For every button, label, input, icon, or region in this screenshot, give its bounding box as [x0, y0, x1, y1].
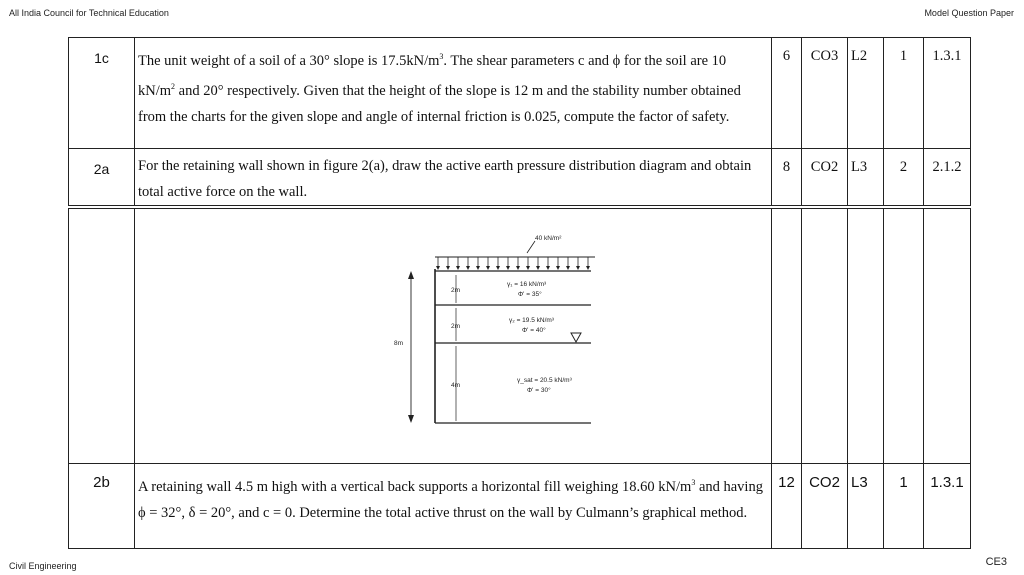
footer-page-code: CE3 — [985, 556, 1007, 568]
course-outcome-cell: CO3 — [802, 38, 848, 149]
question-table-top — [68, 37, 971, 206]
footer-department: Civil Engineering — [9, 561, 77, 571]
pi-code-cell: 1.3.1 — [924, 464, 971, 549]
surcharge-arrowheads — [436, 266, 590, 270]
surcharge-pointer — [527, 241, 535, 253]
level-cell: L2 — [848, 38, 884, 149]
question-table-bottom — [68, 208, 971, 549]
question-text: For the retaining wall shown in figure 2(a), draw the active earth pressure distribution diagram and obtain total active force on the wall. — [135, 149, 772, 206]
layer-1-thickness: 2m — [451, 287, 461, 294]
layer-1-friction-angle: Φ' = 35° — [518, 291, 542, 298]
dim-arrow-bottom-icon — [408, 415, 414, 423]
layer-2-friction-angle: Φ' = 40° — [522, 327, 546, 334]
question-number: 1c — [69, 38, 135, 149]
level-cell: L3 — [848, 149, 884, 206]
marks-cell: 6 — [772, 38, 802, 149]
po-cell: 1 — [884, 464, 924, 549]
question-text: A retaining wall 4.5 m high with a vertical back supports a horizontal fill weighing 18.60 $kN/m^3$ and having ϕ = 32°, δ = 20°, and c = 0. Determine the total active thrust on the wall by Culmann’s graphical method. — [135, 464, 772, 549]
question-row-2b — [69, 464, 971, 549]
header-doc-type: Model Question Paper — [924, 8, 1014, 18]
figure-row — [69, 209, 971, 464]
question-text: The unit weight of a soil of a 30° slope is $17.5kN/m^3$. The shear parameters c and ϕ for the soil are 10 $kN/m^2$ and 20° respectively. Given that the height of the slope is 12 m and the stability number obtained from the charts for the given slope and angle of internal friction is 0.025, compute the factor of safety. — [135, 38, 772, 149]
question-number: 2a — [69, 149, 135, 206]
pi-code-cell: 2.1.2 — [924, 149, 971, 206]
level-cell: L3 — [848, 464, 884, 549]
surcharge-label: 40 kN/m² — [535, 235, 562, 242]
total-height-label: 8m — [393, 340, 403, 347]
marks-cell: 8 — [772, 149, 802, 206]
question-number: 2b — [69, 464, 135, 549]
surcharge-arrows — [438, 257, 588, 267]
course-outcome-cell: CO2 — [802, 149, 848, 206]
layer-3-unit-weight: γ_sat = 20.5 kN/m³ — [517, 377, 572, 384]
layer-3-friction-angle: Φ' = 30° — [527, 387, 551, 394]
course-outcome-cell: CO2 — [802, 464, 848, 549]
layer-3-thickness: 4m — [451, 382, 461, 389]
po-cell: 2 — [884, 149, 924, 206]
po-cell: 1 — [884, 38, 924, 149]
layer-2-thickness: 2m — [451, 323, 461, 330]
layer-1-unit-weight: γ₁ = 16 kN/m³ — [507, 281, 547, 288]
figure-cell — [135, 209, 772, 464]
header-organization: All India Council for Technical Education — [9, 8, 169, 18]
question-row-2a — [69, 149, 971, 206]
layer-2-unit-weight: γ₂ = 19.5 kN/m³ — [509, 317, 554, 324]
marks-cell: 12 — [772, 464, 802, 549]
dim-arrow-top-icon — [408, 271, 414, 279]
retaining-wall-figure — [135, 209, 772, 459]
pi-code-cell: 1.3.1 — [924, 38, 971, 149]
water-table-icon — [571, 333, 581, 342]
question-row-1c — [69, 38, 971, 149]
